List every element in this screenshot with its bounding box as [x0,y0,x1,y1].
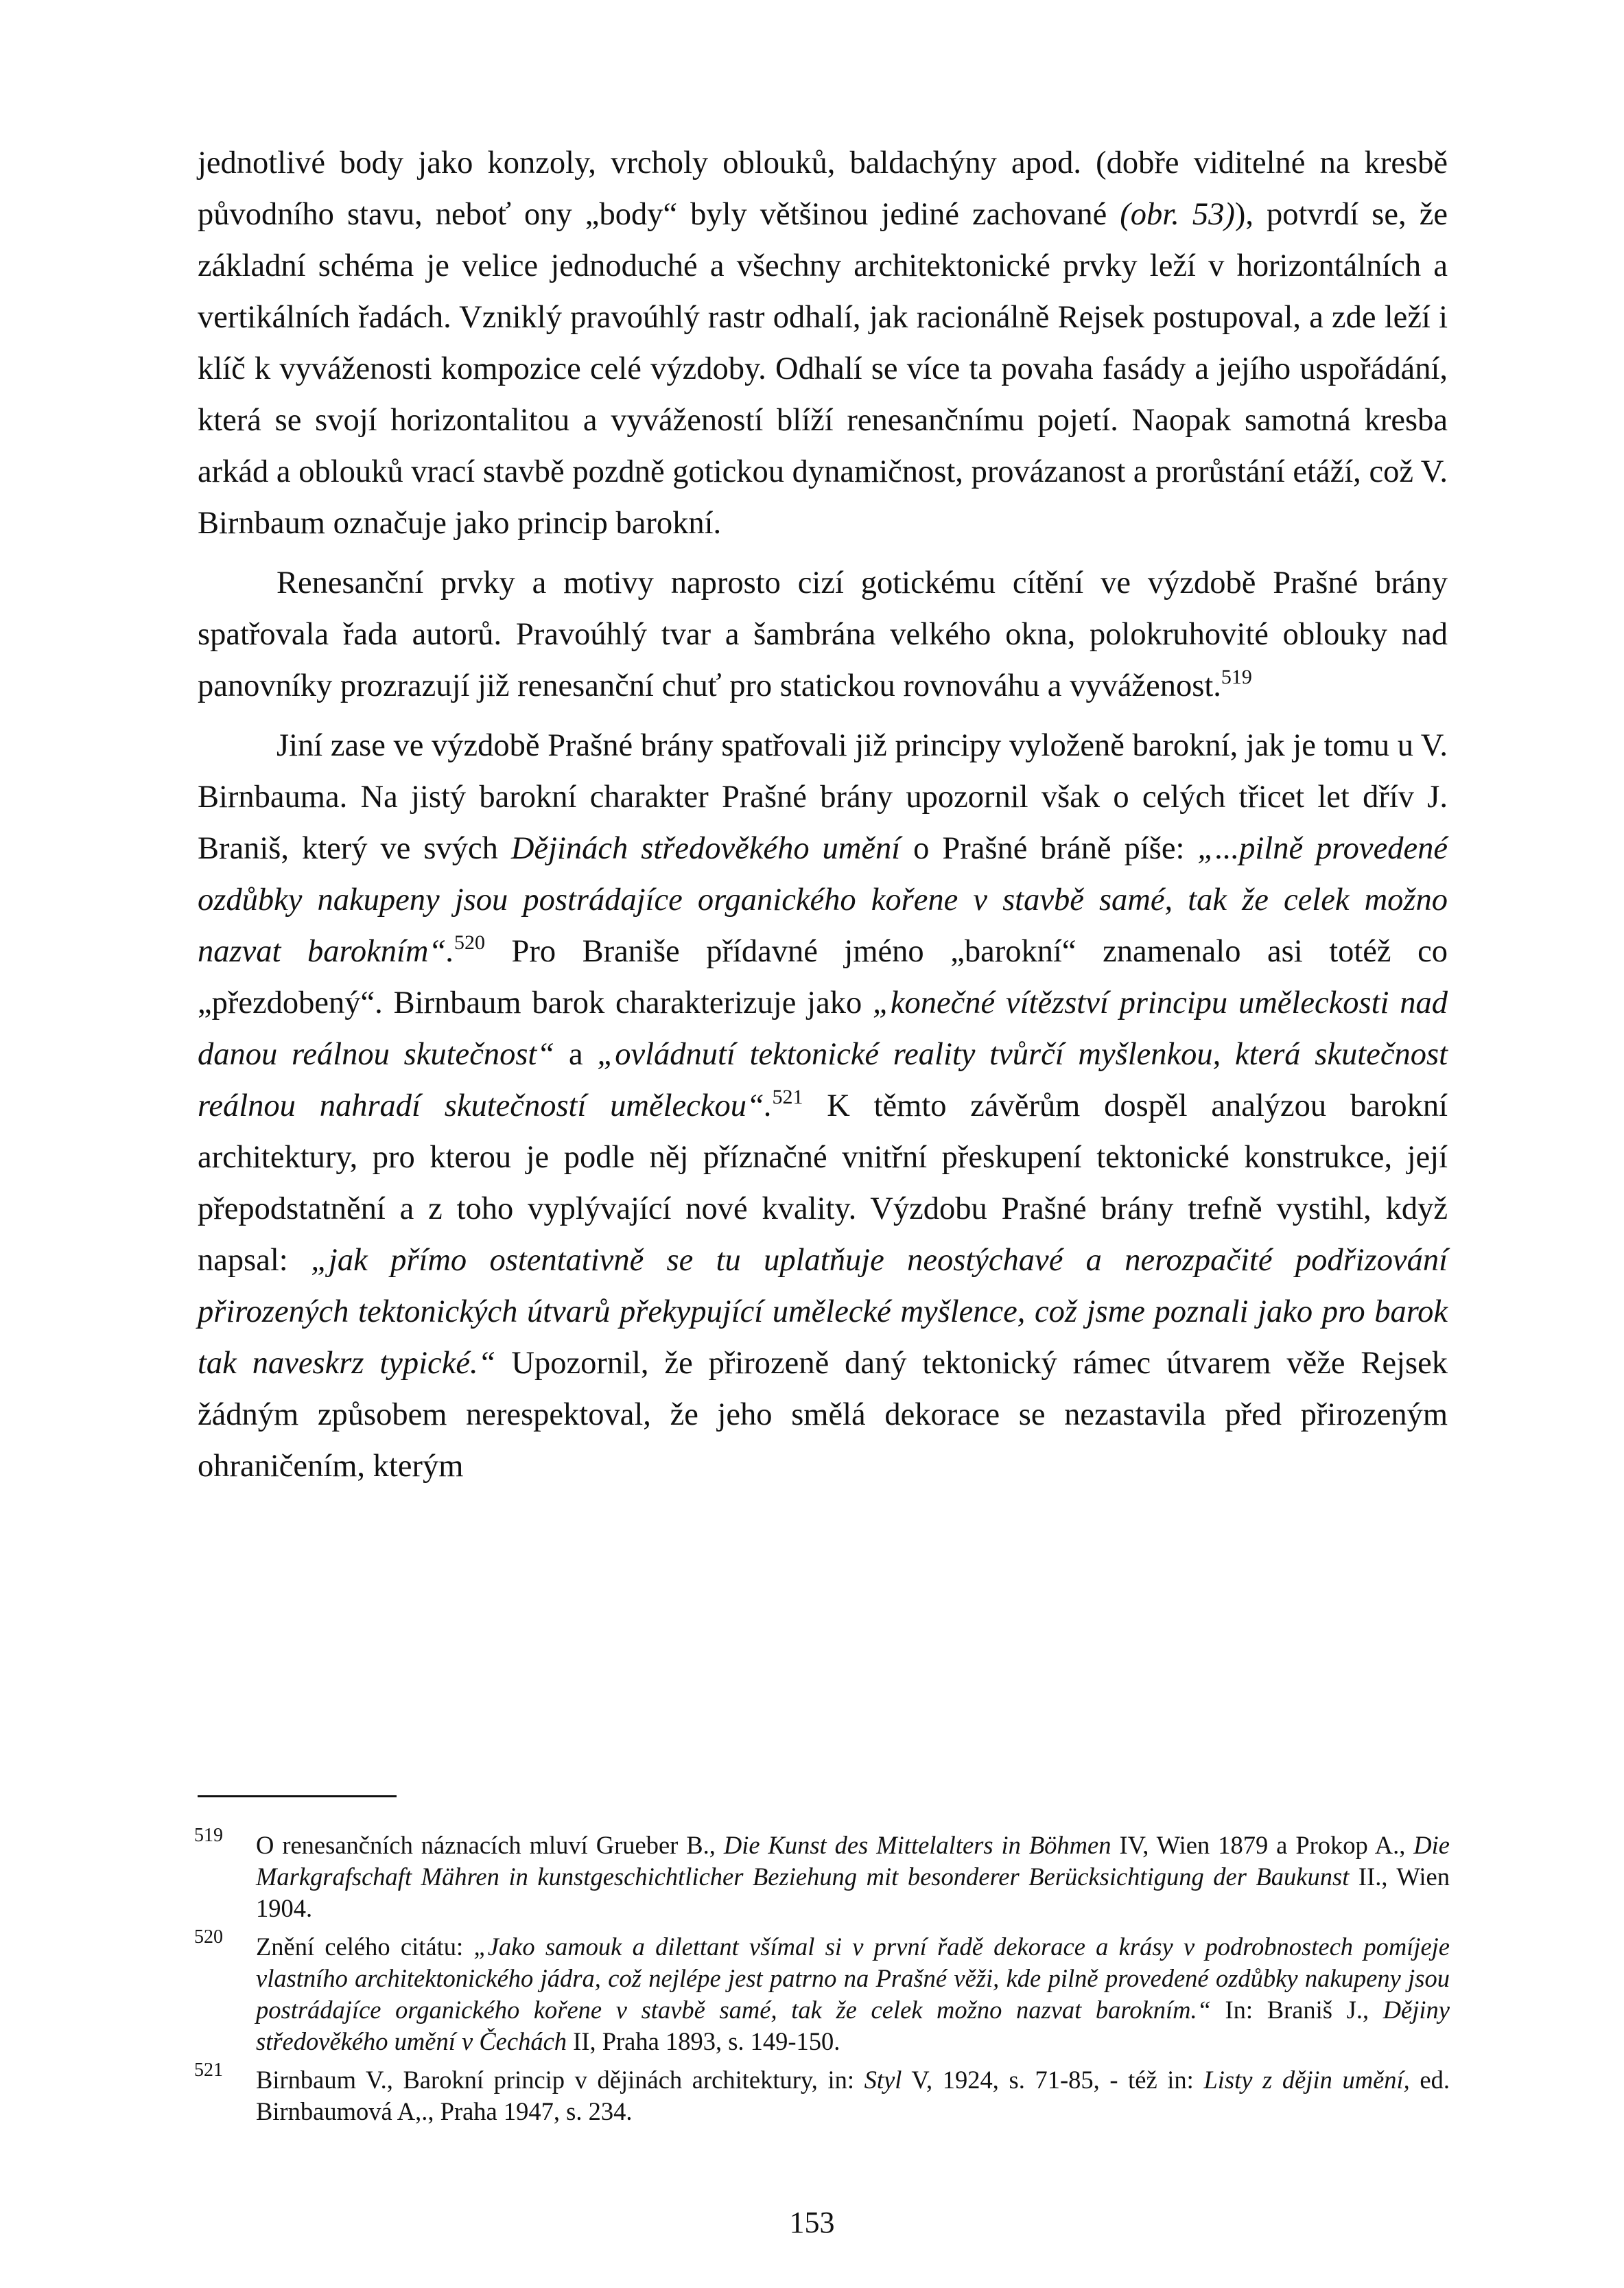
paragraph-1 [198,137,1448,549]
italic-run: Listy z dějin umění, [1203,2066,1410,2094]
italic-quote: „konečné vítězství principu uměleckosti nad danou reálnou skutečnost“ [198,985,1448,1072]
italic-quote: „jak přímo ostentativně se tu uplatňuje neostýchavé a nerozpačité podřizování přirozených tektonických útvarů překypující umělecké myšlence, což jsme poznali jako pro barok tak naveskrz typické.“ [198,1243,1448,1381]
italic-quote: „Jako samouk a dilettant všímal si v první řadě dekorace a krásy v podrobnostech pomíjeje vlastního architektonického jádra, což nejlépe jest patrno na Prašné věži, kde pilně provedené ozdůbky nakupeny jsou postrádajíce organického kořene v stavbě samé, tak že celek možno nazvat barokním.“ [256,1933,1450,2024]
text-run: K těmto závěrům dospěl analýzou barokní architektury, pro kterou je podle něj příznačné vnitřní přeskupení tektonické konstrukce, její přepodstatnění a z toho vyplývající nové kvality. Výzdobu Prašné brány trefně vystihl, když napsal: [198,1088,1448,1278]
footnote-ref-521[interactable]: 521 [772,1086,803,1108]
footnote-520 [194,1926,1450,2057]
italic-quote: „ovládnutí tektonické reality tvůrčí myšlenkou, která skutečnost reálnou nahradí skutečností uměleckou“. [198,1037,1448,1123]
italic-run: Die Kunst des Mittelalters in Böhmen [723,1831,1111,1859]
text-run: ), potvrdí se, že základní schéma je velice jednoduché a všechny architektonické prvky leží v horizontálních a vertikálních řadách. Vzniklý pravoúhlý rastr odhalí, jak racionálně Rejsek postupoval, a zde leží i klíč k vyváženosti kompozice celé výzdoby. Odhalí se více ta povaha fasády a jejího uspořádání, která se svojí horizontalitou a vyvážeností blíží renesančnímu pojetí. Naopak samotná kresba arkád a oblouků vrací stavbě pozdně gotickou dynamičnost, provázanost a prorůstání etáží, což V. Birnbaum označuje jako princip barokní. [198,197,1448,541]
footnote-519 [194,1825,1450,1924]
text-run: Pro Braniše přídavné jméno „barokní“ znamenalo asi totéž co „přezdobený“. Birnbaum barok charakterizuje jako [198,934,1448,1020]
text-run: II, Praha 1893, s. 149-150. [567,2027,840,2055]
text-run: IV, Wien 1879 a Prokop A., [1111,1831,1414,1859]
text-run: Renesanční prvky a motivy naprosto cizí gotickému cítění ve výzdobě Prašné brány spatřovala řada autorů. Pravoúhlý tvar a šambrána velkého okna, polokruhovité oblouky nad panovníky prozrazují již renesanční chuť pro statickou rovnováhu a vyváženost. [198,565,1448,703]
footnote-number: 520 [194,1926,223,1948]
text-run: V, 1924, s. 71-85, - též in: [902,2066,1204,2094]
footnote-divider [198,1795,397,1797]
text-run: O renesančních náznacích mluví Grueber B., [256,1831,724,1859]
italic-run: Dějinách středověkého umění [510,831,901,866]
footnote-number: 521 [194,2059,223,2081]
text-run: In: Braniš J., [1210,1996,1383,2024]
footnote-521 [194,2059,1450,2127]
text-run: o Prašné bráně píše: [900,831,1198,866]
text-run: jednotlivé body jako konzoly, vrcholy oblouků, baldachýny apod. (dobře viditelné na kresbě původního stavu, neboť ony „body“ byly většinou jediné zachované [198,145,1448,232]
italic-quote: „...pilně provedené ozdůbky nakupeny jsou postrádajíce organického kořene v stavbě samé, tak že celek možno nazvat barokním“. [198,831,1448,969]
italic-run: Styl [864,2066,902,2094]
text-run: Upozornil, že přirozeně daný tektonický rámec útvarem věže Rejsek žádným způsobem nerespektoval, že jeho smělá dekorace se nezastavila před přirozeným ohraničením, kterým [198,1346,1448,1484]
main-text [198,137,1448,1492]
italic-run: (obr. 53) [1120,197,1235,232]
text-run: ed. Birnbaumová A,., Praha 1947, s. 234. [256,2066,1450,2125]
footnotes [194,1825,1450,2134]
italic-run: Dějiny středověkého umění v Čechách [256,1996,1450,2055]
text-run: Znění celého citátu: [256,1933,474,1961]
paragraph-2 [198,557,1448,712]
footnote-ref-520[interactable]: 520 [454,931,485,954]
footnote-number: 519 [194,1825,223,1846]
page-number: 153 [789,2206,835,2239]
text-run: Jiní zase ve výzdobě Prašné brány spatřovali již principy vyloženě barokní, jak je tomu u V. Birnbauma. Na jistý barokní charakter Prašné brány upozornil však o celých třicet let dřív J. Braniš, který ve svých [198,728,1448,866]
text-run: II., Wien 1904. [256,1863,1450,1922]
text-run: a [554,1037,598,1072]
text-run: Birnbaum V., Barokní princip v dějinách architektury, in: [256,2066,864,2094]
footnote-ref-519[interactable]: 519 [1221,666,1252,688]
italic-run: Die Markgrafschaft Mähren in kunstgeschichtlicher Beziehung mit besonderer Berücksichtigung der Baukunst [256,1831,1450,1891]
paragraph-3 [198,720,1448,1492]
